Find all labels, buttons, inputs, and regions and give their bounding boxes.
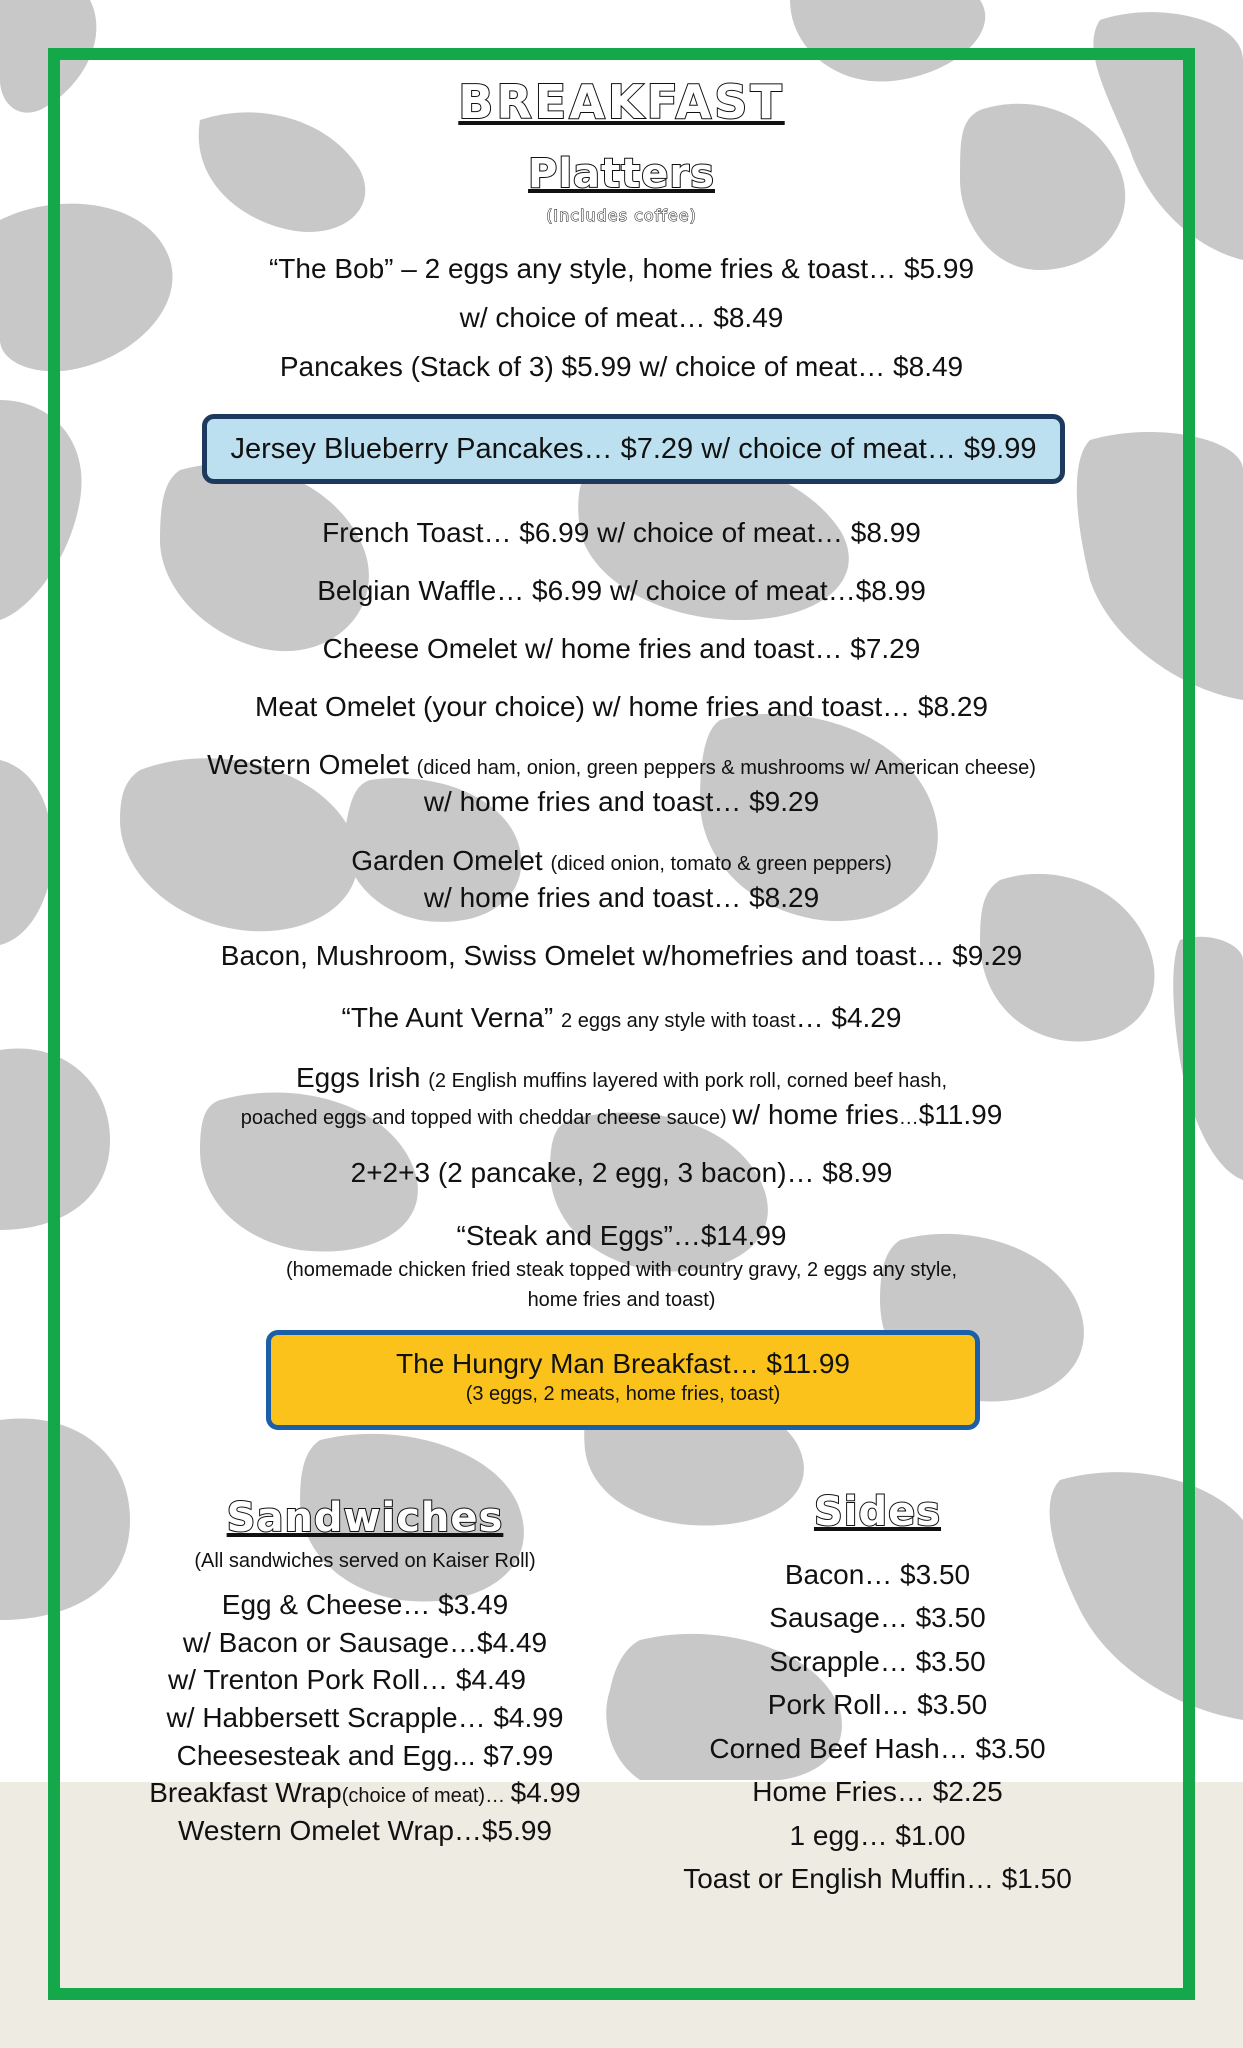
menu-item-2-2-3: 2+2+3 (2 pancake, 2 egg, 3 bacon)… $8.99 (350, 1157, 893, 1188)
menu-item-western-omelet (0, 748, 1243, 785)
side-corned-beef-hash: Corned Beef Hash… $3.50 (709, 1733, 1046, 1764)
sandwich-egg-cheese: Egg & Cheese… $3.49 (221, 1589, 509, 1620)
item-tail: w/ home fries (732, 1099, 899, 1130)
menu-item-the-bob-meat: w/ choice of meat… $8.49 (459, 302, 784, 333)
menu-item-eggs-irish-price (0, 1098, 1243, 1135)
item-price: $11.99 (918, 1099, 1003, 1130)
sandwich-western-wrap: Western Omelet Wrap…$5.99 (177, 1815, 552, 1846)
item-name: Breakfast Wrap (149, 1777, 342, 1808)
side-toast-muffin: Toast or English Muffin… $1.50 (683, 1863, 1072, 1894)
menu-item-pancakes: Pancakes (Stack of 3) $5.99 w/ choice of meat… $8.49 (279, 351, 964, 382)
sandwich-scrapple: w/ Habbersett Scrapple… $4.99 (166, 1702, 564, 1733)
menu-item-garden-omelet-price: w/ home fries and toast… $8.29 (423, 882, 820, 913)
steak-desc-1: (homemade chicken fried steak topped with country gravy, 2 eggs any style, (285, 1259, 958, 1281)
side-scrapple: Scrapple… $3.50 (769, 1646, 986, 1677)
item-desc: poached eggs and topped with cheddar cheese sauce) (240, 1107, 733, 1129)
hungry-man-name: The Hungry Man Breakfast… $11.99 (396, 1348, 850, 1379)
sandwich-bacon-sausage: w/ Bacon or Sausage…$4.49 (182, 1627, 548, 1658)
platters-heading: Platters (528, 151, 715, 197)
menu-item-cheese-omelet: Cheese Omelet w/ home fries and toast… $7.29 (322, 633, 921, 664)
side-bacon: Bacon… $3.50 (784, 1559, 971, 1590)
sandwich-cheesesteak: Cheesesteak and Egg... $7.99 (176, 1740, 554, 1771)
sandwiches-note: (All sandwiches served on Kaiser Roll) (194, 1550, 536, 1572)
item-desc: (diced onion, tomato & green peppers) (550, 853, 892, 875)
item-price: $4.99 (510, 1777, 581, 1808)
item-name: Garden Omelet (351, 845, 551, 876)
menu-item-western-omelet-price: w/ home fries and toast… $9.29 (423, 786, 820, 817)
menu-item-garden-omelet (0, 844, 1243, 881)
menu-title: BREAKFAST (458, 75, 785, 129)
platters-note: (Includes coffee) (546, 206, 697, 225)
item-dots: … (898, 1107, 919, 1129)
featured-hungry-man (266, 1330, 980, 1430)
featured-blueberry-pancakes: Jersey Blueberry Pancakes… $7.29 w/ choice of meat… $9.99 (202, 414, 1065, 484)
side-home-fries: Home Fries… $2.25 (752, 1776, 1003, 1807)
item-name: “The Aunt Verna” (341, 1002, 562, 1033)
side-sausage: Sausage… $3.50 (769, 1602, 986, 1633)
steak-desc-2: home fries and toast) (527, 1289, 716, 1311)
side-pork-roll: Pork Roll… $3.50 (767, 1689, 988, 1720)
sandwiches-heading: Sandwiches (226, 1495, 504, 1541)
item-desc: (choice of meat)… (341, 1785, 511, 1807)
item-desc: (2 English muffins layered with pork roll, corned beef hash, (428, 1070, 948, 1092)
item-desc: 2 eggs any style with toast (561, 1010, 796, 1032)
menu-item-belgian-waffle: Belgian Waffle… $6.99 w/ choice of meat…$8.99 (317, 575, 926, 606)
menu-item-eggs-irish (0, 1061, 1243, 1098)
hungry-man-desc: (3 eggs, 2 meats, home fries, toast) (465, 1383, 781, 1405)
sides-heading: Sides (813, 1489, 942, 1535)
item-name: Western Omelet (207, 749, 417, 780)
sandwich-pork-roll: w/ Trenton Pork Roll… $4.49 (168, 1664, 526, 1695)
menu-item-meat-omelet: Meat Omelet (your choice) w/ home fries and toast… $8.29 (255, 691, 988, 722)
item-desc: (diced ham, onion, green peppers & mushrooms w/ American cheese) (416, 757, 1036, 779)
menu-item-french-toast: French Toast… $6.99 w/ choice of meat… $8.99 (322, 517, 921, 548)
item-price: … $4.29 (795, 1002, 902, 1033)
item-name: Eggs Irish (295, 1062, 429, 1093)
menu-item-aunt-verna (0, 1001, 1243, 1038)
side-egg: 1 egg… $1.00 (789, 1820, 966, 1851)
menu-item-steak-and-eggs: “Steak and Eggs”…$14.99 (456, 1220, 787, 1251)
menu-item-bacon-swiss-omelet: Bacon, Mushroom, Swiss Omelet w/homefries and toast… $9.29 (220, 940, 1023, 971)
menu-item-the-bob: “The Bob” – 2 eggs any style, home fries & toast… $5.99 (268, 253, 975, 284)
